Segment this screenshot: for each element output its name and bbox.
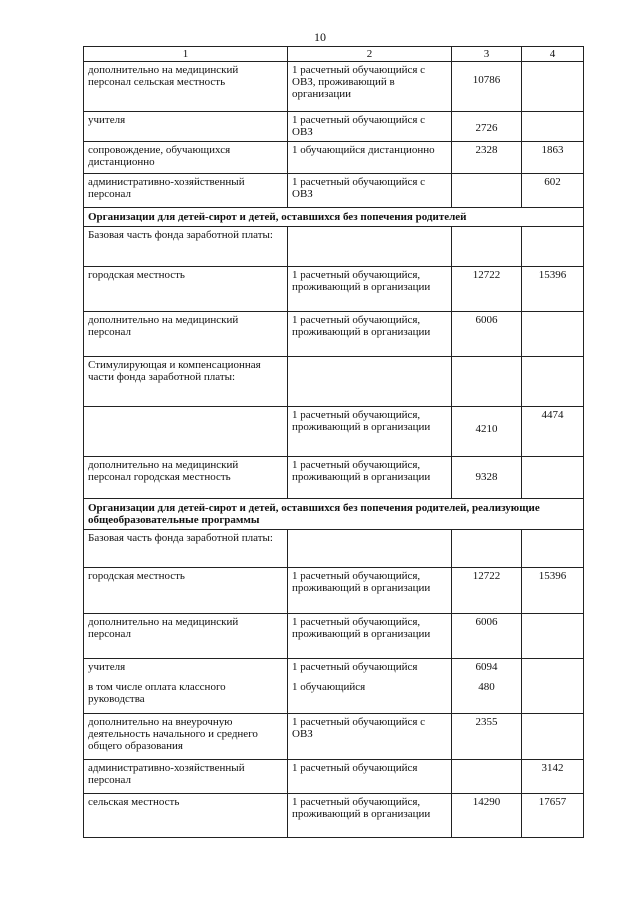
table-row	[84, 714, 584, 760]
table-row	[84, 267, 584, 312]
cell-text: 1863	[541, 144, 564, 156]
cell-text: 4210	[475, 423, 498, 435]
table-cell	[288, 457, 452, 499]
table-cell	[522, 457, 584, 499]
norms-table	[83, 46, 584, 838]
cell-text: 1 расчетный обучающийся с ОВЗ, проживающий в организации	[292, 64, 426, 100]
table-row	[84, 568, 584, 614]
table-cell	[452, 714, 522, 760]
table-row	[84, 530, 584, 568]
cell-text: сопровождение, обучающихся дистанционно	[88, 144, 231, 168]
cell-line: в том числе оплата классного руководства	[88, 681, 226, 705]
table-cell	[84, 407, 288, 457]
table-row	[84, 174, 584, 208]
table-cell	[452, 227, 522, 267]
cell-text: 1 расчетный обучающийся с ОВЗ	[292, 114, 426, 138]
cell-line: 1 обучающийся	[292, 681, 366, 693]
cell-line: учителя	[88, 661, 126, 673]
table-cell	[84, 714, 288, 760]
table-cell	[288, 312, 452, 357]
table-cell	[288, 357, 452, 407]
table-row	[84, 227, 584, 267]
table-row	[84, 312, 584, 357]
table-cell	[522, 530, 584, 568]
cell-text: 12722	[472, 269, 501, 281]
section-heading: Организации для детей-сирот и детей, оставшихся без попечения родителей	[84, 208, 584, 227]
column-header: 3	[452, 47, 522, 62]
table-cell	[288, 714, 452, 760]
table-cell	[84, 568, 288, 614]
table-cell	[522, 659, 584, 714]
table-cell	[522, 357, 584, 407]
cell-text: административно-хозяйственный персонал	[88, 176, 245, 200]
table-cell	[452, 614, 522, 659]
cell-text: 14290	[472, 796, 501, 808]
section-heading: Организации для детей-сирот и детей, оставшихся без попечения родителей, реализующие общеобразовательные программы	[84, 499, 584, 530]
cell-text: 1 расчетный обучающийся, проживающий в организации	[292, 314, 431, 338]
cell-text: сельская местность	[88, 796, 180, 808]
table-cell	[288, 614, 452, 659]
cell-text: 15396	[538, 269, 567, 281]
cell-text: дополнительно на внеурочную деятельность начального и среднего общего образования	[88, 716, 258, 752]
page-number: 10	[314, 30, 326, 44]
cell-text: 12722	[472, 570, 501, 582]
cell-text: дополнительно на медицинский персонал сельская местность	[88, 64, 239, 88]
table-cell	[288, 760, 452, 794]
column-header: 1	[84, 47, 288, 62]
table-cell	[84, 760, 288, 794]
cell-text: 1 расчетный обучающийся, проживающий в организации	[292, 796, 431, 820]
table-cell	[452, 267, 522, 312]
table-cell	[452, 568, 522, 614]
cell-text: дополнительно на медицинский персонал городская местность	[88, 459, 239, 483]
table-row	[84, 357, 584, 407]
cell-text: Базовая часть фонда заработной платы:	[88, 229, 273, 241]
cell-text: 6006	[475, 314, 498, 326]
table-cell	[522, 714, 584, 760]
table-cell	[288, 267, 452, 312]
table-cell	[288, 794, 452, 838]
table-cell	[452, 760, 522, 794]
cell-text: 602	[544, 176, 561, 188]
table-cell	[84, 457, 288, 499]
table-cell	[452, 407, 522, 457]
cell-text: 1 расчетный обучающийся, проживающий в организации	[292, 459, 431, 483]
cell-line: 6094	[475, 661, 498, 673]
table-cell	[452, 62, 522, 112]
cell-text: 1 расчетный обучающийся, проживающий в организации	[292, 269, 431, 293]
table-row	[84, 659, 584, 714]
table-cell	[522, 760, 584, 794]
cell-text: 1 расчетный обучающийся, проживающий в организации	[292, 570, 431, 594]
cell-text: 4474	[541, 409, 564, 421]
cell-text: 1 расчетный обучающийся, проживающий в организации	[292, 616, 431, 640]
section-heading-row	[84, 499, 584, 530]
cell-text: 1 обучающийся дистанционно	[292, 144, 435, 156]
cell-text: 2726	[475, 122, 498, 134]
cell-text: 2355	[475, 716, 498, 728]
table-cell	[522, 614, 584, 659]
table-cell	[288, 174, 452, 208]
table-cell	[84, 659, 288, 714]
table-row	[84, 62, 584, 112]
table-cell	[84, 357, 288, 407]
table-cell	[84, 794, 288, 838]
table-cell	[522, 407, 584, 457]
cell-text: 1 расчетный обучающийся с ОВЗ	[292, 176, 426, 200]
table-cell	[452, 112, 522, 142]
table-cell	[84, 62, 288, 112]
table-cell	[84, 267, 288, 312]
table-cell	[84, 530, 288, 568]
cell-text: 6006	[475, 616, 498, 628]
table-cell	[452, 142, 522, 174]
table-row	[84, 457, 584, 499]
table-cell	[452, 312, 522, 357]
table-body	[84, 62, 584, 838]
cell-text: 1 расчетный обучающийся, проживающий в организации	[292, 409, 431, 433]
table-cell	[288, 112, 452, 142]
cell-text: 9328	[475, 471, 498, 483]
table-cell	[288, 407, 452, 457]
table-cell	[522, 62, 584, 112]
table-cell	[522, 112, 584, 142]
table-cell	[84, 112, 288, 142]
table-cell	[288, 568, 452, 614]
cell-text: 2328	[475, 144, 498, 156]
table-cell	[522, 142, 584, 174]
table-cell	[452, 794, 522, 838]
section-heading-row	[84, 208, 584, 227]
table-cell	[522, 794, 584, 838]
table-cell	[452, 174, 522, 208]
table-cell	[452, 530, 522, 568]
cell-text: 1 расчетный обучающийся с ОВЗ	[292, 716, 426, 740]
cell-text: городская местность	[88, 269, 185, 281]
table-cell	[84, 614, 288, 659]
table-cell	[452, 457, 522, 499]
cell-line: 480	[478, 681, 495, 693]
table-cell	[288, 530, 452, 568]
cell-text: дополнительно на медицинский персонал	[88, 616, 239, 640]
table-cell	[522, 568, 584, 614]
table-row	[84, 614, 584, 659]
column-header: 4	[522, 47, 584, 62]
table-row	[84, 112, 584, 142]
cell-text: учителя	[88, 114, 126, 126]
column-header: 2	[288, 47, 452, 62]
table-cell	[522, 312, 584, 357]
table-cell	[522, 227, 584, 267]
table-cell	[452, 357, 522, 407]
cell-text: городская местность	[88, 570, 185, 582]
table-cell	[452, 659, 522, 714]
cell-text: 1 расчетный обучающийся	[292, 762, 418, 774]
cell-text: 10786	[472, 74, 501, 86]
cell-line: 1 расчетный обучающийся	[292, 661, 418, 673]
table-row	[84, 794, 584, 838]
table-cell	[288, 227, 452, 267]
cell-text: 3142	[541, 762, 564, 774]
table-row	[84, 760, 584, 794]
cell-text: Базовая часть фонда заработной платы:	[88, 532, 273, 544]
table-cell	[84, 312, 288, 357]
table-row	[84, 407, 584, 457]
cell-text: Стимулирующая и компенсационная части фонда заработной платы:	[88, 359, 261, 383]
table-cell	[522, 174, 584, 208]
cell-text: 15396	[538, 570, 567, 582]
cell-text: 17657	[538, 796, 567, 808]
cell-text: дополнительно на медицинский персонал	[88, 314, 239, 338]
table-cell	[522, 267, 584, 312]
table-cell	[84, 227, 288, 267]
table-header-row	[84, 47, 584, 62]
table-row	[84, 142, 584, 174]
table-cell	[84, 174, 288, 208]
table-cell	[84, 142, 288, 174]
table-cell	[288, 142, 452, 174]
table-cell	[288, 62, 452, 112]
cell-text: административно-хозяйственный персонал	[88, 762, 245, 786]
table-cell	[288, 659, 452, 714]
